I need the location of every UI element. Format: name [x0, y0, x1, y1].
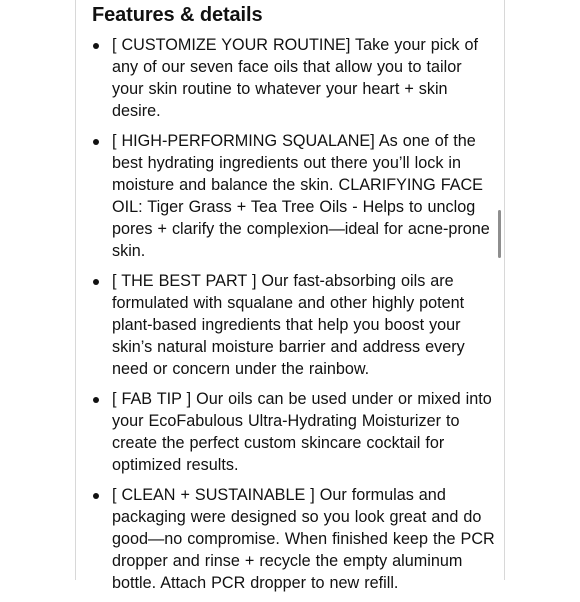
feature-text: [ CLEAN + SUSTAINABLE ] Our formulas and packaging were designed so you look great and do good—no compromise. When finished keep the PCR dropper and rinse + recycle the empty aluminum bottle. Attach PCR dropper to new refill.: [112, 486, 495, 592]
feature-item-clean-sustainable: [92, 484, 496, 594]
feature-text: [ FAB TIP ] Our oils can be used under or mixed into your EcoFabulous Ultra-Hydrating Moisturizer to create the perfect custom skincare cocktail for optimized results.: [112, 390, 492, 474]
feature-text: [ CUSTOMIZE YOUR ROUTINE] Take your pick of any of our seven face oils that allow you to tailor your skin routine to whatever your heart + skin desire.: [112, 36, 479, 120]
bullet-icon: [93, 397, 99, 403]
feature-item-squalane: [92, 130, 496, 262]
features-list: [92, 34, 496, 594]
scrollbar-thumb[interactable]: [498, 210, 501, 258]
panel-left-border: [75, 0, 76, 580]
feature-item-best-part: [92, 270, 496, 380]
panel-right-border: [504, 0, 505, 580]
feature-item-fab-tip: [92, 388, 496, 476]
feature-text: [ HIGH-PERFORMING SQUALANE] As one of the best hydrating ingredients out there you’ll lock in moisture and balance the skin. CLARIFYING FACE OIL: Tiger Grass + Tea Tree Oils - Helps to unclog pores + clarify the complexion—ideal for acne-prone skin.: [112, 132, 490, 260]
bullet-icon: [93, 279, 99, 285]
bullet-icon: [93, 493, 99, 499]
bullet-icon: [93, 43, 99, 49]
section-heading: Features & details: [92, 4, 263, 26]
feature-text: [ THE BEST PART ] Our fast-absorbing oils are formulated with squalane and other highly potent plant-based ingredients that help you boost your skin’s natural moisture barrier and address every need or concern under the rainbow.: [112, 272, 465, 378]
bullet-icon: [93, 139, 99, 145]
features-section: [92, 2, 496, 602]
feature-item-customize: [92, 34, 496, 122]
